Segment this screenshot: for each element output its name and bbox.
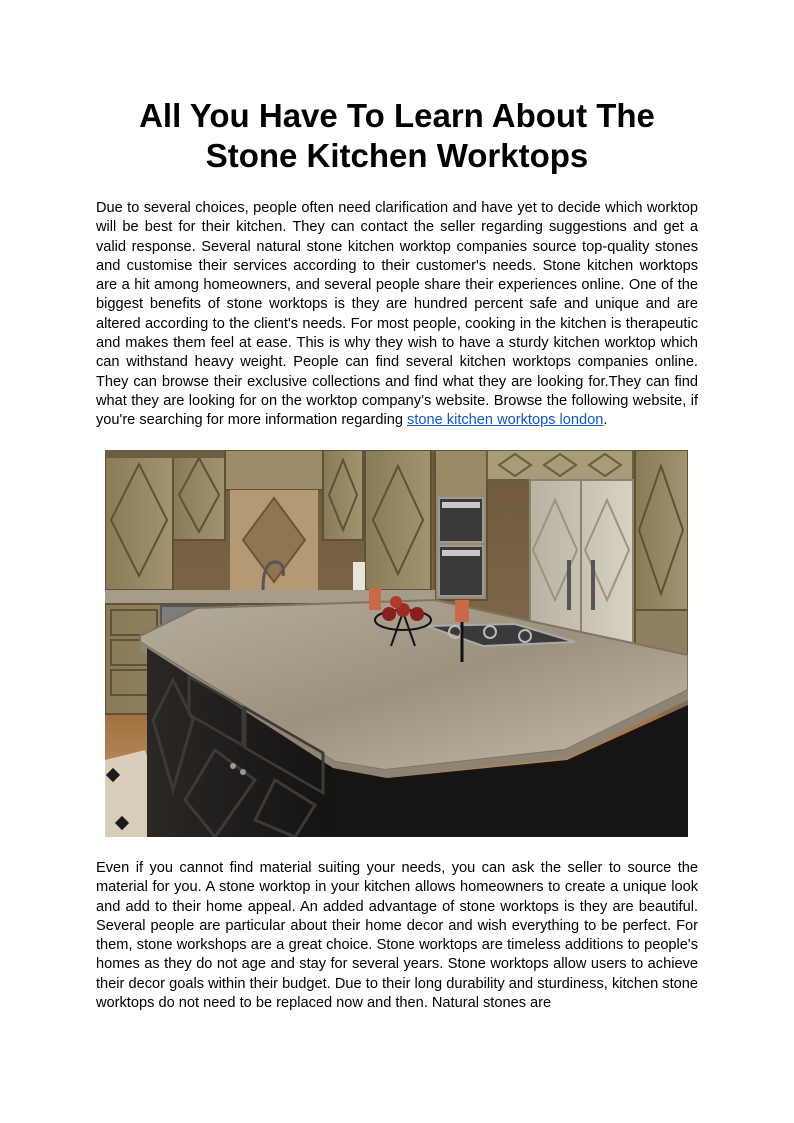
page-title: All You Have To Learn About The Stone Kitchen Worktops [139, 97, 655, 174]
kitchen-photo [105, 450, 688, 837]
stone-kitchen-worktops-link[interactable]: stone kitchen worktops london [407, 412, 604, 429]
kitchen-illustration [105, 450, 688, 837]
body-paragraph: Even if you cannot find material suiting your needs, you can ask the seller to source the material for you. A stone worktop in your kitchen allows homeowners to create a unique look and add to their home appeal. An added advantage of stone worktops is they are beautiful. Several people are particular about their home decor and wish everything to be perfect. For them, stone workshops are a great choice. Stone worktops are timeless additions to people's homes as they do not age and stay for several years. Stone worktops allow users to achieve their decor goals within their budget. Due to their long durability and sturdiness, kitchen stone worktops do not need to be replaced now and then. Natural stones are [96, 860, 698, 1012]
candle [455, 600, 469, 622]
intro-paragraph-end: . [603, 412, 608, 429]
intro-paragraph [96, 199, 698, 431]
range-hood [225, 450, 323, 490]
intro-paragraph-text: Due to several choices, people often need clarification and have yet to decide which worktop will be best for their kitchen. They can contact the seller regarding suggestions and get a valid response. Several natural stone kitchen worktop companies source top-quality stones and customise their services according to their customer's needs. Stone kitchen worktops are a hit among homeowners, and several people share their experiences online. One of the biggest benefits of stone worktops is they are hundred percent safe and unique and are altered according to the client's needs. For most people, cooking in the kitchen is therapeutic and makes them feel at ease. This is why they wish to have a sturdy kitchen worktop which can withstand heavy weight. People can find several kitchen worktops companies online. They can browse their exclusive collections and find what they are looking for.They can find what they are looking for on the worktop company’s website. Browse the following website, if you're searching for more information regarding [96, 200, 698, 429]
wall-ovens [435, 450, 487, 600]
candle [369, 588, 381, 610]
